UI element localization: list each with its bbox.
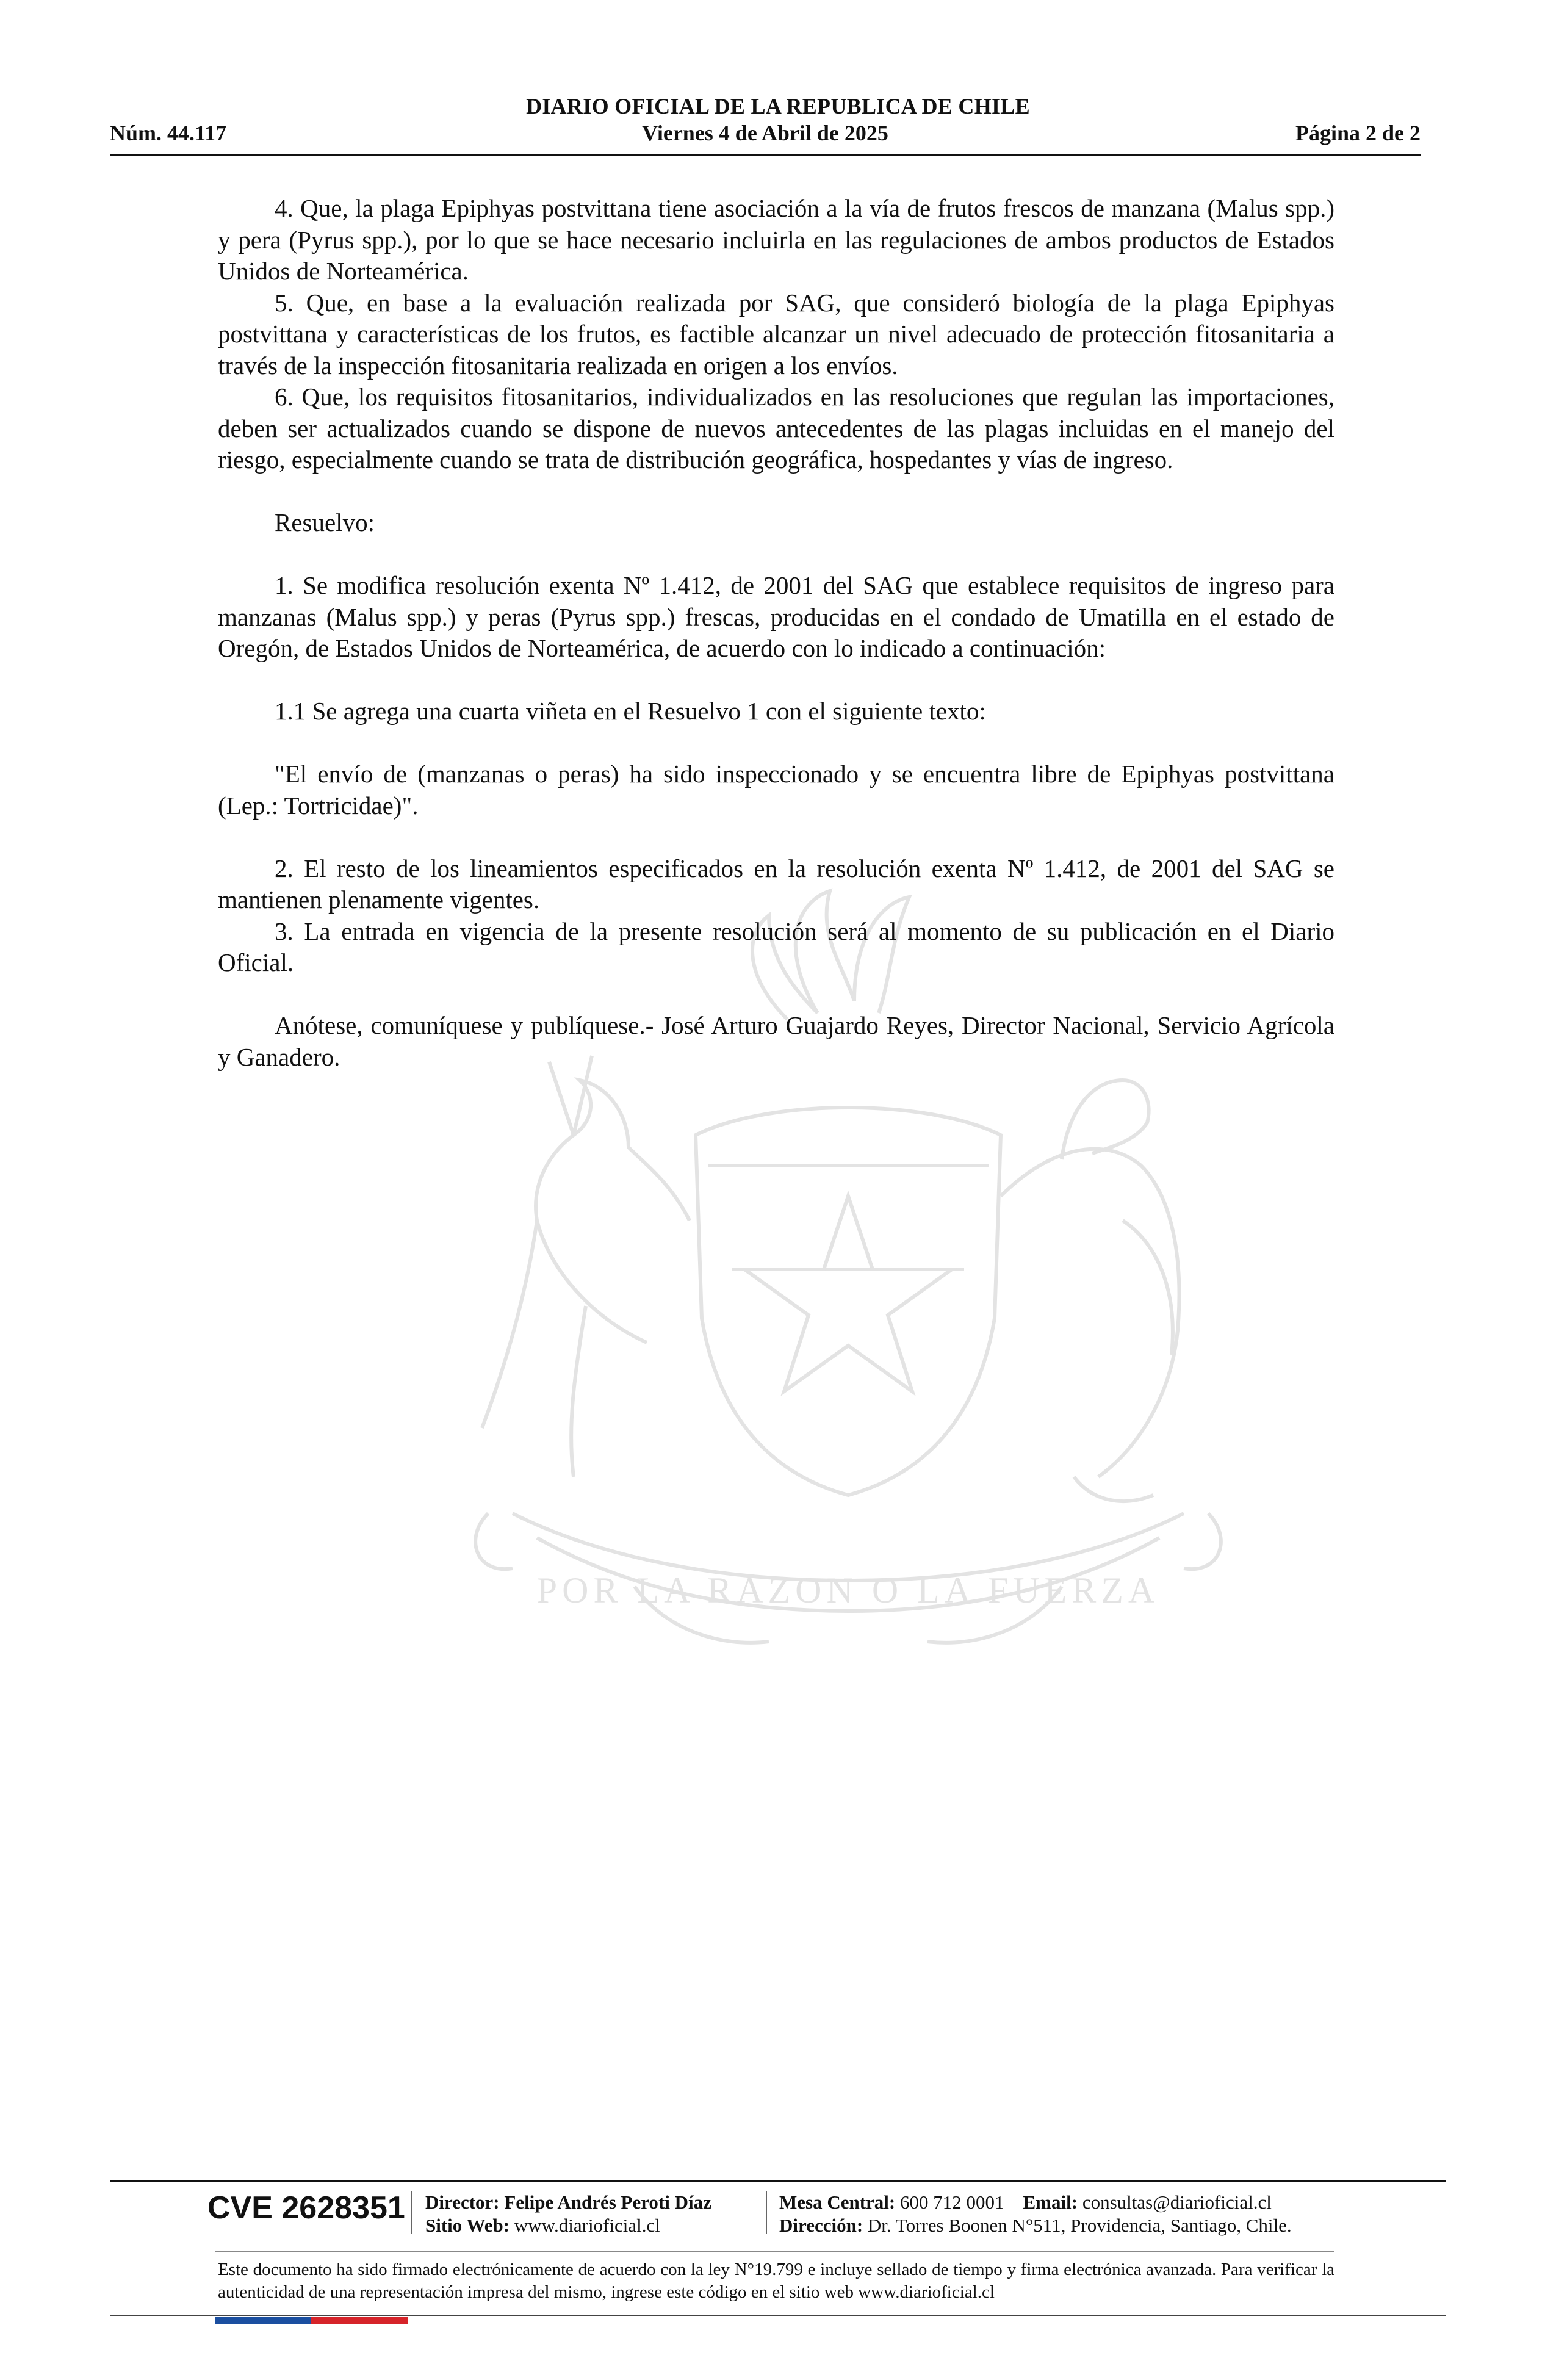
address-label: Dirección: bbox=[779, 2215, 863, 2236]
electronic-signature-note: Este documento ha sido firmado electrónicamente de acuerdo con la ley N°19.799 e incluye sellado de tiempo y firma electrónica avanzada. Para verificar la autenticidad de una representación impresa del mismo, ingrese este código en el sitio web www.diarioficial.cl bbox=[218, 2260, 1334, 2302]
footer-contact-column bbox=[779, 2191, 1292, 2237]
director-label: Director: bbox=[425, 2191, 500, 2213]
email-label: Email: bbox=[1023, 2191, 1078, 2213]
issue-date: Viernes 4 de Abril de 2025 bbox=[642, 121, 888, 145]
footer-separator bbox=[411, 2191, 412, 2234]
footer-inner-rule bbox=[215, 2251, 1334, 2252]
footer-bottom-rule bbox=[110, 2315, 1446, 2316]
paragraph-considerando-4: 4. Que, la plaga Epiphyas postvittana tiene asociación a la vía de frutos frescos de manzana (Malus spp.) y pera (Pyrus spp.), por lo que se hace necesario incluirla en las regulaciones de ambos productos de Estados Unidos de Norteamérica. bbox=[218, 194, 1334, 285]
paragraph-resuelvo-1: 1. Se modifica resolución exenta Nº 1.412, de 2001 del SAG que establece requisitos de ingreso para manzanas (Malus spp.) y peras (Pyrus spp.) frescas, producidas en el condado de Umatilla en el estado de Oregón, de Estados Unidos de Norteamérica, de acuerdo con lo indicado a continuación: bbox=[218, 571, 1334, 662]
resolution-body bbox=[218, 193, 1334, 1073]
phone-label: Mesa Central: bbox=[779, 2191, 896, 2213]
paragraph-considerando-5: 5. Que, en base a la evaluación realizada por SAG, que consideró biología de la plaga Epiphyas postvittana y características de los frutos, es factible alcanzar un nivel adecuado de protección fitosanitaria a través de la inspección fitosanitaria realizada en origen a los envíos. bbox=[218, 288, 1334, 380]
paragraph-considerando-6: 6. Que, los requisitos fitosanitarios, individualizados en las resoluciones que regulan las importaciones, deben ser actualizados cuando se dispone de nuevos antecedentes de las plagas incluidas en el manejo del riesgo, especialmente cuando se trata de distribución geográfica, hospedantes y vías de ingreso. bbox=[218, 383, 1334, 474]
footer-top-rule bbox=[110, 2180, 1446, 2182]
page-number: Página 2 de 2 bbox=[1295, 121, 1421, 145]
paragraph-resuelvo-1-1: 1.1 Se agrega una cuarta viñeta en el Resuelvo 1 con el siguiente texto: bbox=[275, 697, 986, 725]
watermark-motto: POR LA RAZON O LA FUERZA bbox=[536, 1570, 1160, 1610]
flag-stripe-blue bbox=[215, 2317, 311, 2324]
cve-code: CVE 2628351 bbox=[207, 2190, 405, 2226]
newspaper-title: DIARIO OFICIAL DE LA REPUBLICA DE CHILE bbox=[526, 94, 1030, 118]
phone-number: 600 712 0001 bbox=[900, 2191, 1004, 2213]
website-label: Sitio Web: bbox=[425, 2215, 510, 2236]
paragraph-resuelvo-2: 2. El resto de los lineamientos especificados en la resolución exenta Nº 1.412, de 2001 del SAG se mantienen plenamente vigentes. bbox=[218, 854, 1334, 914]
paragraph-resuelvo-3: 3. La entrada en vigencia de la presente resolución será al momento de su publicación en el Diario Oficial. bbox=[218, 917, 1334, 976]
issue-number: Núm. 44.117 bbox=[110, 121, 227, 145]
director-name: Felipe Andrés Peroti Díaz bbox=[504, 2191, 711, 2213]
website-link[interactable]: www.diarioficial.cl bbox=[514, 2215, 660, 2236]
signature-paragraph: Anótese, comuníquese y publíquese.- José Arturo Guajardo Reyes, Director Nacional, Servicio Agrícola y Ganadero. bbox=[218, 1011, 1334, 1071]
flag-stripe-red bbox=[311, 2317, 408, 2324]
email-link[interactable]: consultas@diarioficial.cl bbox=[1082, 2191, 1272, 2213]
header-divider bbox=[110, 154, 1421, 156]
footer-director-column bbox=[425, 2191, 711, 2237]
footer-separator bbox=[766, 2191, 767, 2234]
quoted-text: "El envío de (manzanas o peras) ha sido inspeccionado y se encuentra libre de Epiphyas postvittana (Lep.: Tortricidae)". bbox=[218, 760, 1334, 820]
resuelvo-heading: Resuelvo: bbox=[275, 508, 375, 536]
header-row bbox=[110, 120, 1421, 148]
address-value: Dr. Torres Boonen N°511, Providencia, Santiago, Chile. bbox=[867, 2215, 1292, 2236]
